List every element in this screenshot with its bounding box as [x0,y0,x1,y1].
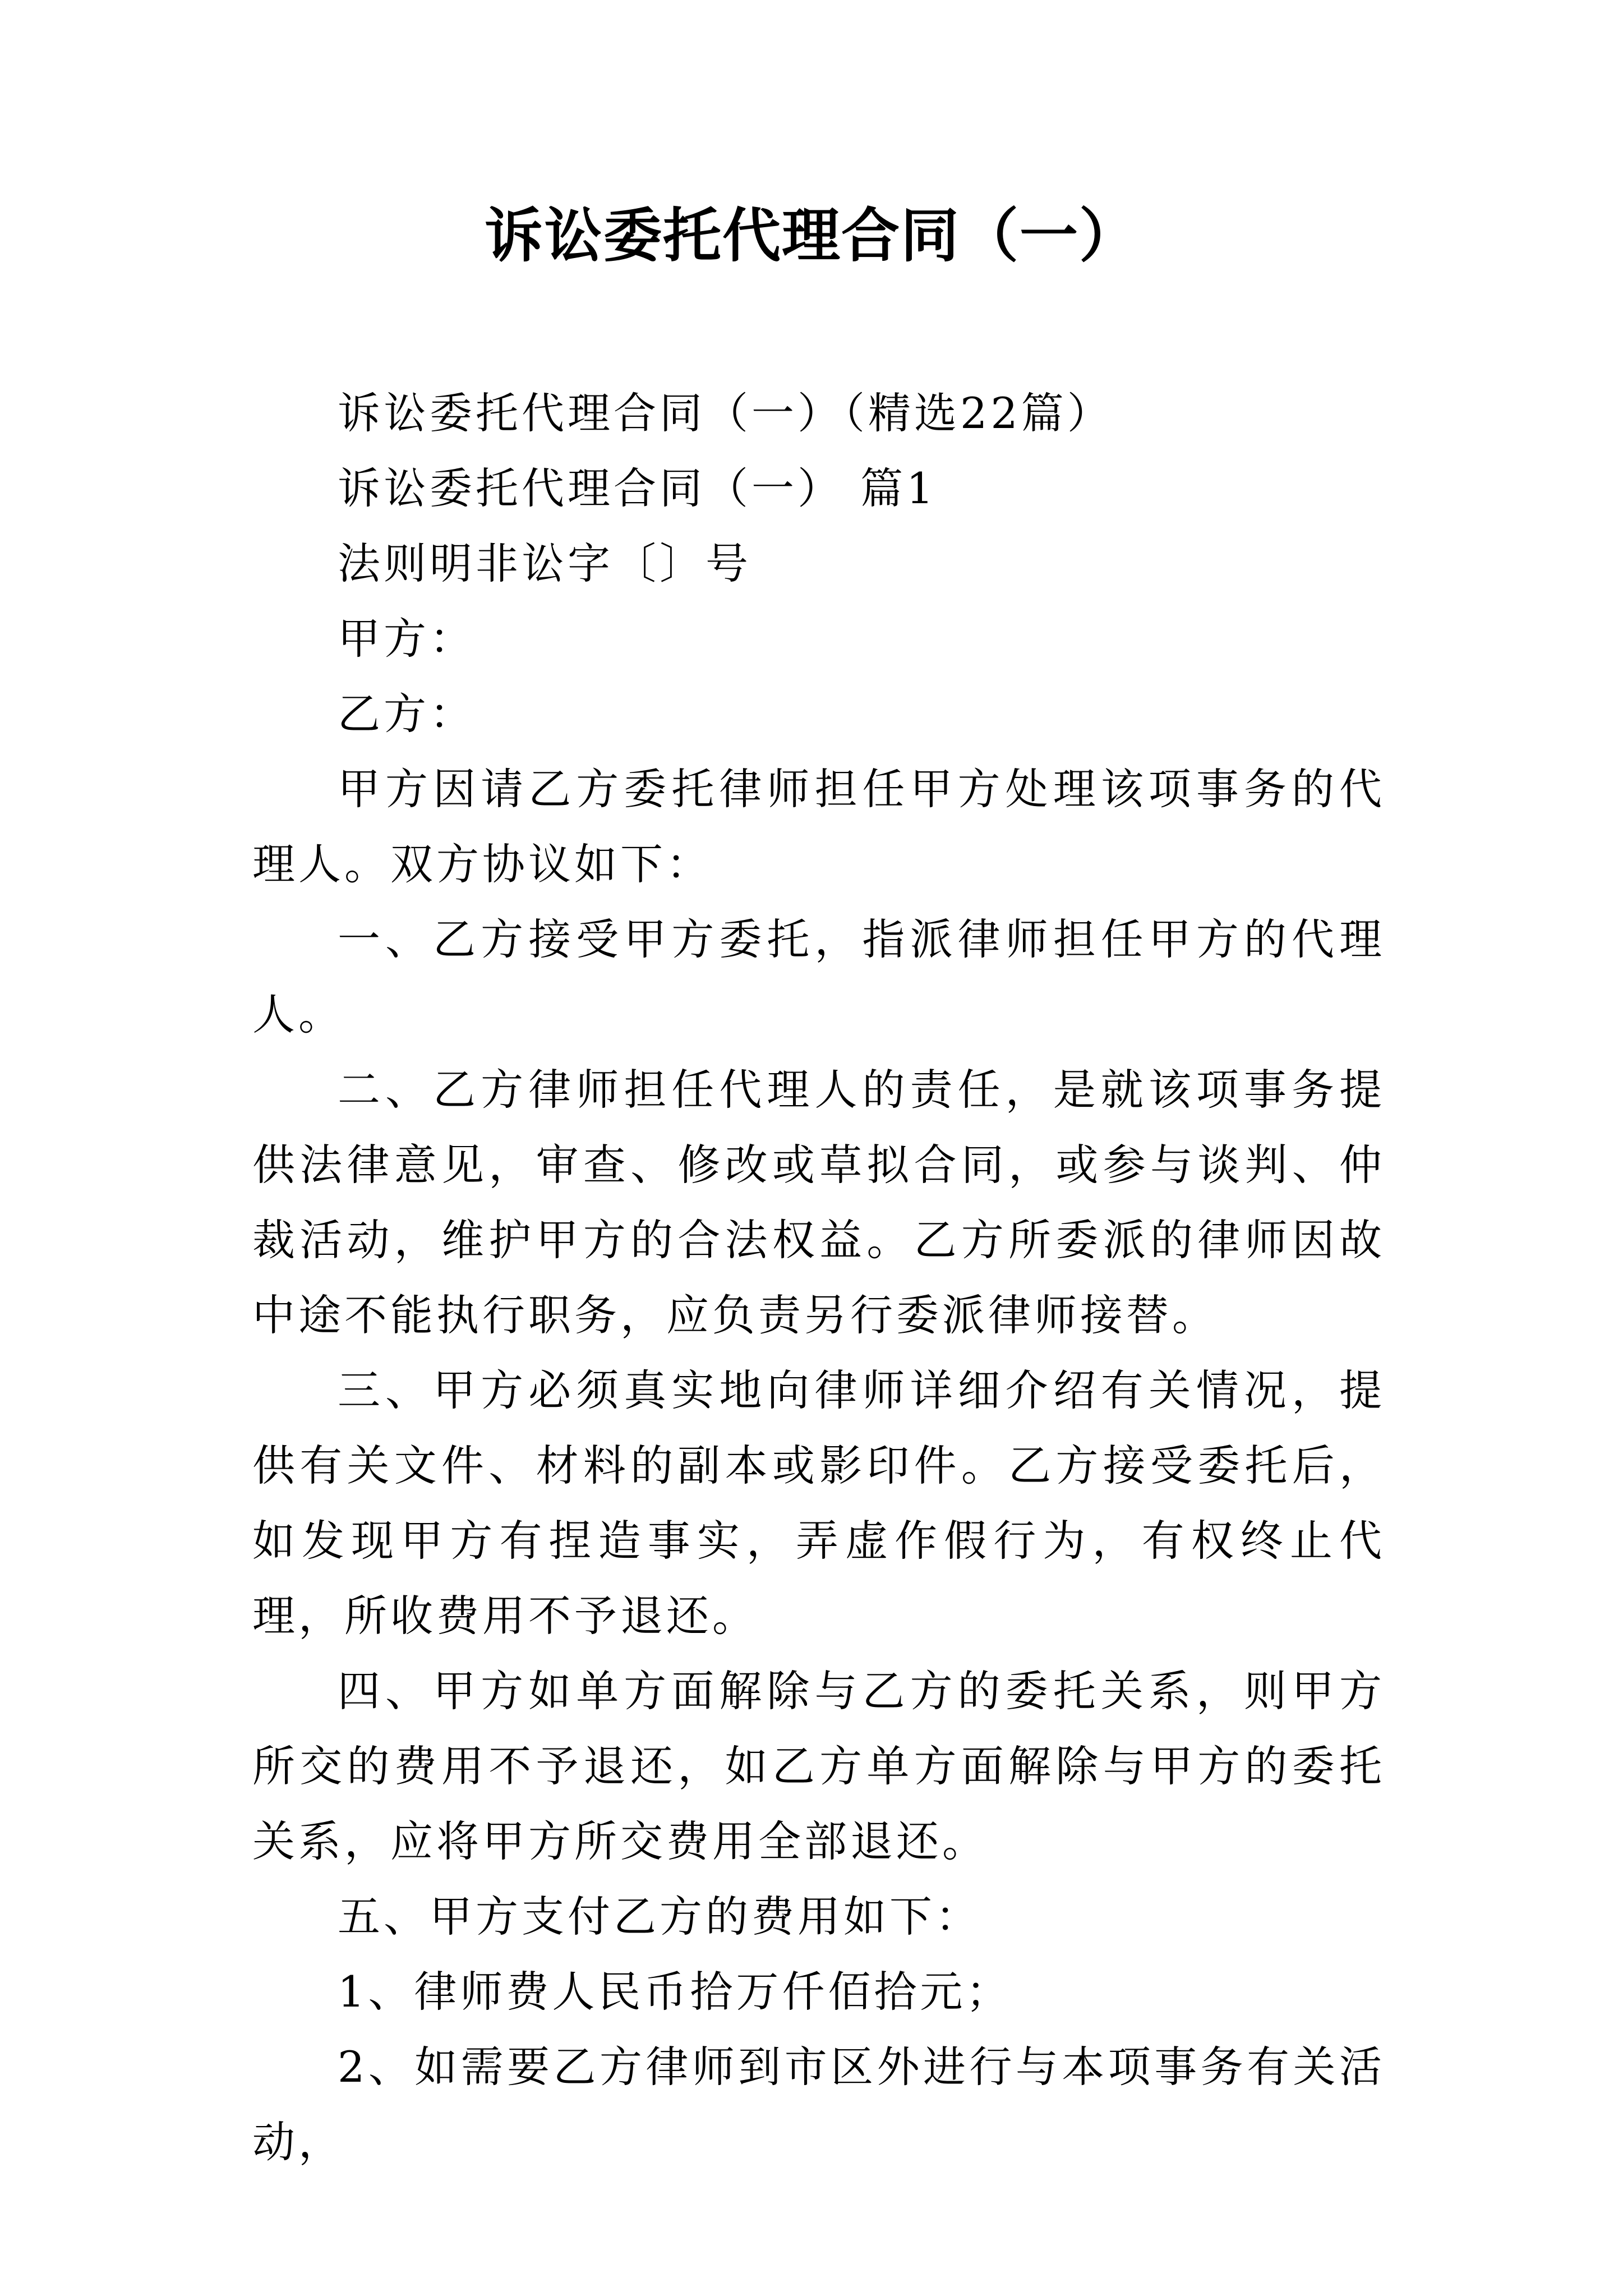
paragraph: 诉讼委托代理合同（一）（精选22篇） [338,388,1113,438]
paragraph: 甲方： [338,614,476,664]
paragraph: 诉讼委托代理合同（一） 篇1 [338,463,937,513]
paragraph: 1、律师费人民币拾万仟佰拾元； [338,1967,1012,2017]
paragraph: 四、甲方如单方面解除与乙方的委托关系，则甲方所交的费用不予退还，如乙方单方面解除与甲方的委托关系，应将甲方所交费用全部退还。 [252,1666,1385,1866]
paragraph: 一、乙方接受甲方委托，指派律师担任甲方的代理人。 [252,914,1385,1039]
document-body [252,376,1385,2180]
paragraph: 2、如需要乙方律师到市区外进行与本项事务有关活动， [252,2042,1385,2167]
paragraph: 甲方因请乙方委托律师担任甲方处理该项事务的代理人。双方协议如下： [252,764,1385,889]
paragraph: 五、甲方支付乙方的费用如下： [338,1892,981,1941]
paragraph: 二、乙方律师担任代理人的责任，是就该项事务提供法律意见，审查、修改或草拟合同，或参与谈判、仲裁活动，维护甲方的合法权益。乙方所委派的律师因故中途不能执行职务，应负责另行委派律师接替。 [252,1065,1385,1340]
paragraph: 三、甲方必须真实地向律师详细介绍有关情况，提供有关文件、材料的副本或影印件。乙方接受委托后，如发现甲方有捏造事实，弄虚作假行为，有权终止代理，所收费用不予退还。 [252,1365,1385,1641]
paragraph: 法则明非讼字〔〕号 [338,539,751,588]
document-title: 诉讼委托代理合同（一） [484,201,1138,270]
paragraph: 乙方： [338,689,476,739]
